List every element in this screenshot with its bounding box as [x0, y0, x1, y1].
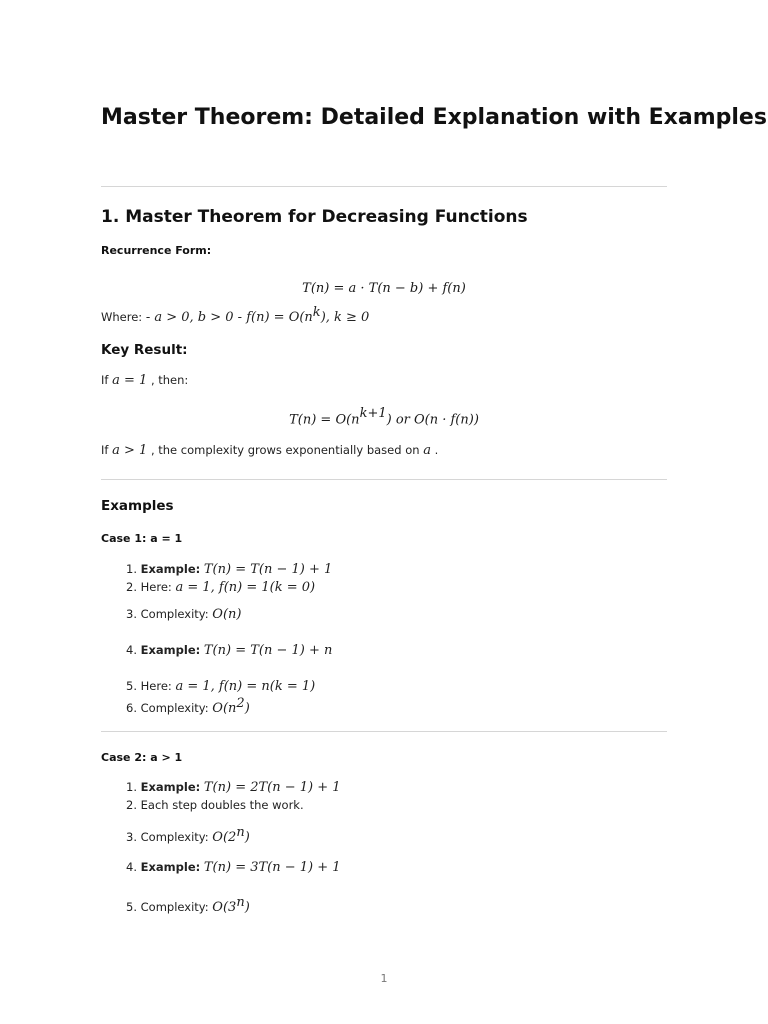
list-item: 4. Example: T(n) = T(n − 1) + n: [126, 643, 333, 658]
list-item: 1. Example: T(n) = 2T(n − 1) + 1: [126, 780, 341, 795]
recurrence-label: Recurrence Form:: [101, 244, 212, 257]
recurrence-formula: T(n) = a · T(n − b) + f(n): [302, 281, 466, 296]
list-item: 2. Each step doubles the work.: [126, 798, 304, 812]
section-heading: 1. Master Theorem for Decreasing Functions: [101, 207, 528, 227]
list-item: 1. Example: T(n) = T(n − 1) + 1: [126, 562, 333, 577]
examples-heading: Examples: [101, 498, 174, 514]
list-item: 3. Complexity: O(2$^n$): [126, 825, 250, 845]
result-formula: $T(n) = O(n^{k+1})$ or O(n · f(n)): [289, 406, 479, 428]
divider: [101, 479, 667, 480]
list-item: 5. Here: a = 1, f(n) = n(k = 1): [126, 679, 316, 694]
page-number: 1: [380, 972, 388, 985]
list-item: 6. Complexity: $O(n^2)$: [126, 696, 250, 716]
case1-heading: Case 1: a = 1: [101, 532, 183, 545]
divider: [101, 731, 667, 732]
page-title: Master Theorem: Detailed Explanation with Examples: [101, 105, 767, 130]
key-result-heading: Key Result:: [101, 342, 188, 358]
list-item: 3. Complexity: O(n): [126, 607, 242, 622]
list-item: 4. Example: T(n) = 3T(n − 1) + 1: [126, 860, 341, 875]
case2-heading: Case 2: a > 1: [101, 751, 183, 764]
if-a-equals-1: If a = 1 , then:: [101, 373, 189, 388]
list-item: 5. Complexity: O(3$^n$): [126, 895, 250, 915]
divider: [101, 186, 667, 187]
if-a-greater-1: If a > 1 , the complexity grows exponentially based on a .: [101, 443, 439, 458]
list-item: 2. Here: a = 1, f(n) = 1(k = 0): [126, 580, 316, 595]
where-conditions: Where: - a > 0, $b > 0 - f(n) = O(n^k)$, k ≥ 0: [101, 305, 370, 325]
